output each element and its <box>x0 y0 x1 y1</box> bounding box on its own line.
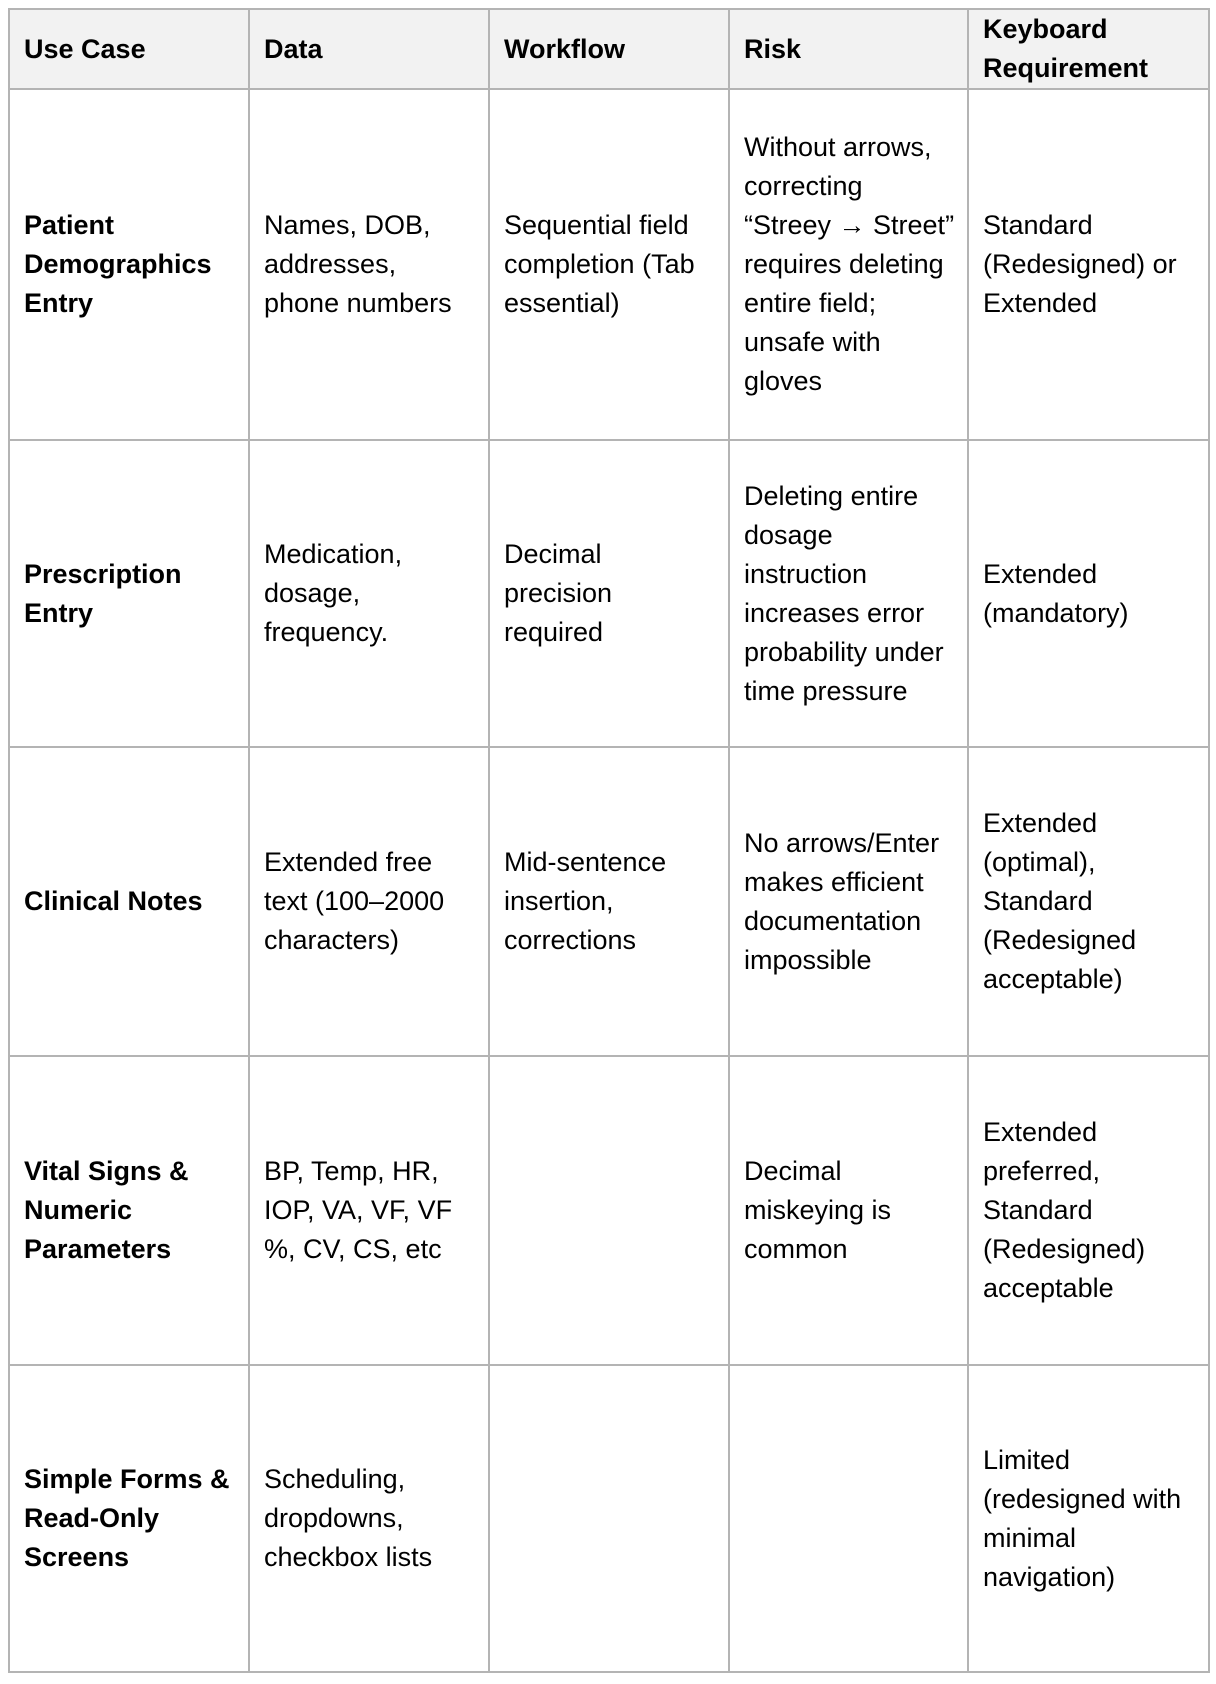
cell-keyboard-requirement: Extended preferred, Standard (Redesigned) acceptable <box>968 1056 1209 1365</box>
cell-use-case: Clinical Notes <box>9 747 249 1056</box>
cell-use-case: Prescription Entry <box>9 440 249 747</box>
cell-keyboard-requirement: Extended (optimal), Standard (Redesigned acceptable) <box>968 747 1209 1056</box>
header-row <box>9 9 1209 89</box>
cell-use-case: Simple Forms & Read-Only Screens <box>9 1365 249 1672</box>
table-row <box>9 747 1209 1056</box>
cell-workflow: Decimal precision required <box>489 440 729 747</box>
header-risk: Risk <box>729 9 968 89</box>
header-data: Data <box>249 9 489 89</box>
cell-keyboard-requirement: Limited (redesigned with minimal navigation) <box>968 1365 1209 1672</box>
cell-use-case: Vital Signs & Numeric Parameters <box>9 1056 249 1365</box>
header-workflow: Workflow <box>489 9 729 89</box>
cell-data: Names, DOB, addresses, phone numbers <box>249 89 489 440</box>
cell-risk: Deleting entire dosage instruction increases error probability under time pressure <box>729 440 968 747</box>
cell-workflow <box>489 1056 729 1365</box>
table-row <box>9 89 1209 440</box>
cell-workflow: Mid-sentence insertion, corrections <box>489 747 729 1056</box>
cell-data: BP, Temp, HR, IOP, VA, VF, VF %, CV, CS, etc <box>249 1056 489 1365</box>
cell-risk: Without arrows, correcting “Streey → Street” requires deleting entire field; unsafe with gloves <box>729 89 968 440</box>
cell-workflow <box>489 1365 729 1672</box>
table-row <box>9 440 1209 747</box>
cell-risk: Decimal miskeying is common <box>729 1056 968 1365</box>
header-use-case: Use Case <box>9 9 249 89</box>
header-keyboard-requirement: Keyboard Requirement <box>968 9 1209 89</box>
cell-data: Scheduling, dropdowns, checkbox lists <box>249 1365 489 1672</box>
table-row <box>9 1056 1209 1365</box>
cell-data: Extended free text (100–2000 characters) <box>249 747 489 1056</box>
use-case-table <box>8 8 1210 1673</box>
cell-keyboard-requirement: Standard (Redesigned) or Extended <box>968 89 1209 440</box>
table-row <box>9 1365 1209 1672</box>
cell-risk: No arrows/Enter makes efficient documentation impossible <box>729 747 968 1056</box>
cell-risk <box>729 1365 968 1672</box>
cell-keyboard-requirement: Extended (mandatory) <box>968 440 1209 747</box>
cell-use-case: Patient Demographics Entry <box>9 89 249 440</box>
cell-workflow: Sequential field completion (Tab essential) <box>489 89 729 440</box>
cell-data: Medication, dosage, frequency. <box>249 440 489 747</box>
